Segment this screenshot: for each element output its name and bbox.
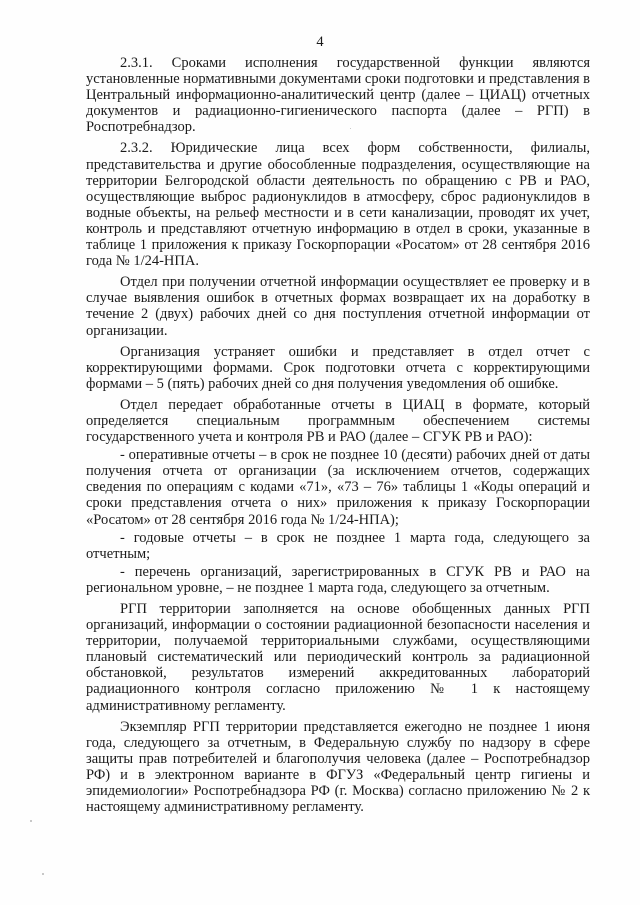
scan-speck <box>30 820 32 822</box>
list-item-annual-reports: - годовые отчеты – в срок не позднее 1 марта года, следующего за отчетным; <box>86 529 590 562</box>
document-body <box>86 55 590 820</box>
page-number: 4 <box>316 34 324 50</box>
paragraph-verification: Отдел при получении отчетной информации осуществляет ее проверку и в случае выявления ошибок в отчетных формах возвращает их на доработку в течение 2 (двух) рабочих дней со дня поступления отчетной информации от организации. <box>86 274 590 339</box>
scan-speck <box>350 128 351 129</box>
paragraph-corrections: Организация устраняет ошибки и представляет в отдел отчет с корректирующими формами. Срок подготовки отчета с корректирующими формами – 5 (пять) рабочих дней со дня получения уведомления об ошибке. <box>86 343 590 392</box>
list-item-organizations-list: - перечень организаций, зарегистрированных в СГУК РВ и РАО на региональном уровне, – не позднее 1 марта года, следующего за отчетным. <box>86 563 590 596</box>
paragraph-2-3-1: 2.3.1. Сроками исполнения государственной функции являются установленные нормативными документами сроки подготовки и представления в Центральный информационно-аналитический центр (далее – ЦИАЦ) отчетных документов и радиационно-гигиенического паспорта (далее – РГП) в Роспотребнадзор. <box>86 55 590 136</box>
paragraph-2-3-2: 2.3.2. Юридические лица всех форм собственности, филиалы, представительства и другие обособленные подразделения, осуществляющие на территории Белгородской области деятельность по обращению с РВ и РАО, осуществляющие выброс радионуклидов в атмосферу, сброс радионуклидов в водные объекты, на рельеф местности и в сети канализации, проводят их учет, контроль и представляют отчетную информацию в отдел в сроки, указанные в таблице 1 приложения к приказу Госкорпорации «Росатом» от 28 сентября 2016 года № 1/24-НПА. <box>86 140 590 270</box>
paragraph-transfer: Отдел передает обработанные отчеты в ЦИАЦ в формате, который определяется специальным программным обеспечением системы государственного учета и контроля РВ и РАО (далее – СГУК РВ и РАО): <box>86 396 590 446</box>
list-item-operational-reports: - оперативные отчеты – в срок не позднее 10 (десяти) рабочих дней от даты получения отчета от организации (за исключением отчетов, содержащих сведения по операциям с кодами «71», «73 – 76» таблицы 1 «Коды операций и сроки представления отчета о них» приложения к приказу Госкорпорации «Росатом» от 28 сентября 2016 года № 1/24-НПА); <box>86 447 590 528</box>
scan-speck <box>42 873 44 875</box>
paragraph-rgp-copy: Экземпляр РГП территории представляется ежегодно не позднее 1 июня года, следующего за отчетным, в Федеральную службу по надзору в сфере защиты прав потребителей и благополучия человека (далее – Роспотребнадзор РФ) и в электронном варианте в ФГУЗ «Федеральный центр гигиены и эпидемиологии» Роспотребнадзора РФ (г. Москва) согласно приложению № 2 к настоящему административному регламенту. <box>86 718 590 816</box>
paragraph-rgp-territory: РГП территории заполняется на основе обобщенных данных РГП организаций, информации о состоянии радиационной безопасности населения и территории, получаемой территориальными службами, осуществляющими плановый систематический или периодический контроль за радиационной обстановкой, результатов измерений аккредитованных лабораторий радиационного контроля согласно приложению № 1 к настоящему административному регламенту. <box>86 601 590 714</box>
